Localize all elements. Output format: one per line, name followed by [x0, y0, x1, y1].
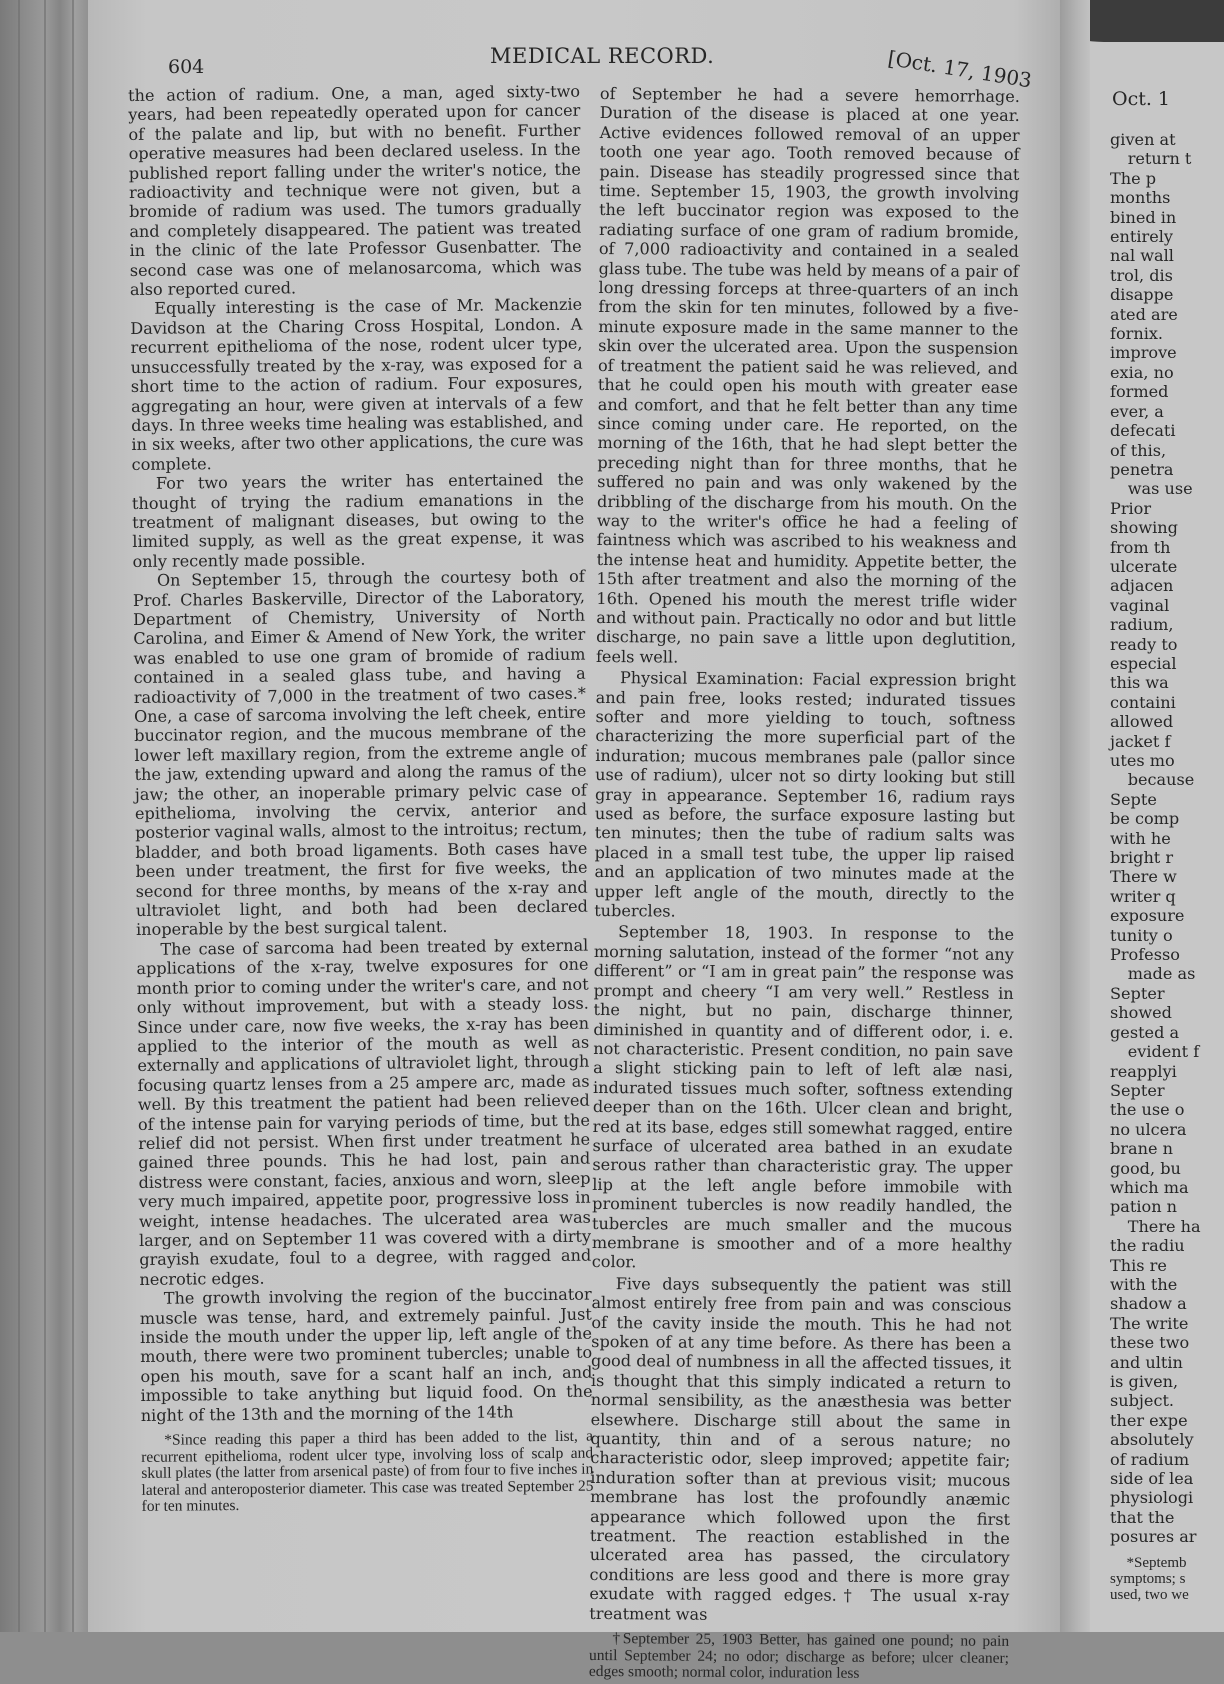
next-page-line: exia, no: [1110, 362, 1174, 382]
next-page-line: Professo: [1110, 945, 1180, 965]
paragraph: Equally interesting is the case of Mr. Mackenzie Davidson at the Charing Cross Hospital, London. A recurrent epithelioma of the nose, rodent ulcer type, unsuccessfully treated by the x-ray, was exposed for a short time to the action of radium. Four exposures, aggregating an hour, were given at intervals of a few days. In three weeks time healing was established, and in six weeks, after two other applications, the cure was complete.: [130, 295, 584, 474]
next-page-line: subject.: [1110, 1391, 1175, 1411]
next-page-line: utes mo: [1110, 751, 1175, 770]
next-page-line: with he: [1110, 828, 1171, 848]
next-page-line: There w: [1110, 867, 1177, 887]
next-page-line: ready to: [1110, 634, 1178, 654]
next-page-line: Septer: [1110, 1080, 1165, 1100]
spacer: [1110, 1547, 1224, 1555]
page-header: [160, 44, 1040, 93]
next-page-line: made as: [1127, 964, 1196, 984]
next-page-line: This re: [1110, 1255, 1167, 1275]
next-page-line: with the: [1110, 1274, 1178, 1294]
issue-date: [Oct. 17, 1903: [886, 46, 1034, 93]
paragraph: On September 15, through the courtesy both of Prof. Charles Baskerville, Director of the Laboratory, Department of Chemistry, University of North Carolina, and Eimer & Amend of New York, the writer was enabled to use one gram of bromide of radium contained in a sealed glass tube, and having a radioactivity of 7,000 in the treatment of two cases.* One, a case of sarcoma involving the left cheek, entire buccinator region, and the mucous membrane of the lower left maxillary region, from the extreme angle of the jaw, extending upward and along the ramus of the jaw; the other, an inoperable primary pelvic case of epithelioma, involving the cervix, anterior and posterior vaginal walls, almost to the introitus; rectum, bladder, and both broad ligaments. Both cases have been under treatment, the first for five weeks, the second for three months, by means of the x-ray and ultraviolet light, and both had been declared inoperable by the best surgical talent.: [132, 566, 588, 940]
next-page-line: the radiu: [1110, 1236, 1185, 1256]
page-edge-line: [44, 0, 46, 1632]
paragraph: of September he had a severe hemorrhage. Duration of the disease is placed at one year. Active evidences followed removal of an upper tooth one year ago. Tooth removed because of pain. Disease has steadily progressed since that time. September 15, 1903, the growth involving the left buccinator region was exposed to the radiating surface of one gram of radium bromide, of 7,000 radioactivity and contained in a sealed glass tube. The tube was held by means of a pair of long dressing forceps at three-quarters of an inch from the skin for ten minutes, followed by a five-minute exposure made in the same manner to the skin over the ulcerated area. Upon the suspension of treatment the patient said he was relieved, and that he could open his mouth with greater ease and comfort, and that he felt better than any time since coming under care. He reported, on the morning of the 16th, that he had slept better the preceding night than for three months, that he suffered no pain and was only wakened by the dribbling of the discharge from his mouth. On the way to the writer's office he had a feeling of faintness which was ascribed to his weakness and the intense heat and humidity. Appetite better, the 15th after treatment and also the morning of the 16th. Opened his mouth the merest trifle wider and without pain. Practically no odor and but little discharge, no pain save a little upon deglutition, feels well.: [595, 84, 1020, 667]
next-page-line: allowed: [1110, 712, 1174, 732]
next-page-line: the use o: [1110, 1100, 1185, 1120]
next-page-line: especial: [1110, 653, 1177, 673]
next-page-line: jacket f: [1110, 731, 1171, 751]
next-page-line: The p: [1110, 168, 1157, 188]
next-page-line: posures ar: [1110, 1527, 1197, 1547]
next-page-line: showed: [1110, 1003, 1172, 1023]
next-page-line: because: [1127, 770, 1195, 790]
next-page-line: no ulcera: [1110, 1119, 1187, 1139]
paragraph: Physical Examination: Facial expression bright and pain free, looks rested; indurated tissues softer and more yielding to touch, softness characterizing the more superficial part of the induration; mucous membranes pale (pallor since use of radium), ulcer not so dirty looking but still gray in appearance. September 16, radium rays used as before, the surface exposure lasting but ten minutes; then the tube of radium salts was placed in a small test tube, the upper lip raised and an application of two minutes made at the upper left angle of the mouth, directly to the tubercles.: [594, 668, 1016, 921]
next-page-line: ever, a: [1110, 401, 1164, 421]
next-page-line: reapplyi: [1110, 1061, 1177, 1081]
next-page-line: absolutely: [1110, 1430, 1194, 1450]
next-page-line: improve: [1110, 343, 1177, 363]
next-page-line: shadow a: [1110, 1294, 1187, 1314]
next-page-column: [1110, 130, 1224, 1603]
next-page-line: fornix.: [1110, 324, 1164, 344]
next-page-line: radium,: [1110, 615, 1174, 635]
next-page-line: physiologi: [1110, 1488, 1194, 1508]
left-column: [128, 82, 594, 1516]
next-page-footnote-line: *Septemb: [1126, 1554, 1187, 1571]
next-page-footnote-line: used, two we: [1110, 1586, 1189, 1603]
next-page-line: Septe: [1110, 789, 1157, 809]
book-page-edges: [0, 0, 100, 1632]
next-page-header: Oct. 1: [1112, 88, 1171, 110]
paragraph: The case of sarcoma had been treated by external applications of the x-ray, twelve exposures for one month prior to coming under the writer's care, and not only without improvement, but with a steady loss. Since under care, now five weeks, the x-ray has been applied to the interior of the mouth as well as externally and applications of ultraviolet light, through focusing quartz lenses from a 25 ampere arc, made as well. By this treatment the patient had been relieved of the intense pain for varying periods of time, but the relief did not persist. When first under treatment he gained three pounds. This he had lost, pain and distress were constant, facies, anxious and worn, sleep very much impaired, appetite poor, progressive loss in weight, intense headaches. The ulcerated area was larger, and on September 11 was covered with a dirty grayish exudate, foul to a degree, with ragged and necrotic edges.: [136, 935, 592, 1289]
next-page-line: side of lea: [1110, 1469, 1194, 1489]
next-page-line: of radium: [1110, 1449, 1190, 1469]
footnote: †September 25, 1903 Better, has gained one pound; no pain until September 24; no odor; discharge as before; ulcer cleaner; edges smooth; normal color, induration less: [588, 1630, 1010, 1682]
next-page-line: ated are: [1110, 304, 1178, 324]
next-page-line: vaginal: [1110, 595, 1170, 615]
next-page-line: entirely: [1110, 227, 1173, 247]
next-page-line: nal wall: [1110, 246, 1174, 266]
page-corner-shadow: [1080, 0, 1224, 42]
next-page-line: evident f: [1127, 1042, 1200, 1062]
right-column: [589, 84, 1020, 1683]
next-page-line: good, bu: [1110, 1158, 1181, 1178]
next-page-line: formed: [1110, 382, 1169, 402]
next-page-line: adjacen: [1110, 576, 1174, 596]
next-page-line: defecati: [1110, 421, 1176, 441]
running-title: MEDICAL RECORD.: [490, 44, 715, 68]
next-page-line: which ma: [1110, 1177, 1189, 1197]
next-page-line: Septer: [1110, 983, 1165, 1003]
next-page-line: was use: [1127, 479, 1193, 499]
next-page-line: return t: [1127, 149, 1192, 169]
next-page-line: months: [1110, 188, 1171, 208]
next-page-line: The write: [1110, 1313, 1189, 1333]
next-page-line: from th: [1110, 537, 1171, 557]
paragraph: For two years the writer has entertained the thought of trying the radium emanations in the treatment of malignant diseases, but owing to the limited supply, as well as the great expense, it was only recently made possible.: [131, 469, 585, 571]
next-page-footnote-line: symptoms; s: [1110, 1570, 1186, 1587]
next-page-line: ulcerate: [1110, 556, 1178, 576]
footnote: *Since reading this paper a third has been added to the list, a recurrent epithelioma, rodent ulcer type, involving loss of scalp and skull plates (the latter from arsenical paste) of from four to five inches in lateral and anteroposterior diameter. This case was treated September 25 for ten minutes.: [141, 1427, 594, 1515]
page-number: 604: [168, 56, 205, 78]
next-page-line: exposure: [1110, 906, 1185, 926]
next-page-line: these two: [1110, 1333, 1190, 1353]
paragraph: The growth involving the region of the buccinator muscle was tense, hard, and extremely painful. Just inside the mouth under the upper lip, left angle of the mouth, there were two prominent tubercles; unable to open his mouth, save for a scant half an inch, and impossible to take anything but liquid food. On the night of the 13th and the morning of the 14th: [139, 1284, 593, 1425]
next-page-line: disappe: [1110, 285, 1174, 305]
next-page-line: penetra: [1110, 459, 1174, 479]
next-page-line: and ultin: [1110, 1352, 1183, 1372]
next-page-line: There ha: [1127, 1216, 1201, 1236]
book-gutter: [1060, 0, 1090, 1632]
next-page-line: showing: [1110, 518, 1178, 538]
next-page-line: bright r: [1110, 848, 1174, 868]
next-page-line: is given,: [1110, 1372, 1179, 1391]
next-page-line: of this,: [1110, 440, 1167, 460]
next-page-line: ther expe: [1110, 1410, 1188, 1430]
next-page-line: pation n: [1110, 1197, 1178, 1217]
next-page-line: tunity o: [1110, 925, 1173, 945]
next-page-line: containi: [1110, 692, 1176, 712]
paragraph: September 18, 1903. In response to the morning salutation, instead of the former “not any different” or “I am in great pain” the response was prompt and cheery “I am very well.” Restless in the night, but no pain, discharge thinner, diminished in quantity and of different odor, i. e. not characteristic. Present condition, no pain save a slight sticking pain to left of left alæ nasi, indurated tissues much softer, softness extending deeper than on the 16th. Ulcer clean and bright, red at its base, edges still somewhat ragged, entire surface of ulcerated area bathed in an exudate serous rather than characteristic gray. The upper lip at the left angle before immobile with prominent tubercles is now readily handled, the tubercles are much smaller and the mucous membrane is smoother and of a more healthy color.: [591, 922, 1015, 1272]
paragraph: Five days subsequently the patient was still almost entirely free from pain and was conscious of the cavity inside the mouth. This he had not spoken of at any time before. As there has been a good deal of numbness in all the affected tissues, it is thought that this simply indicated a return to normal sensibility, as the anæsthesia was better elsewhere. Discharge still about the same in quantity, thin and of a serous nature; no characteristic odor, sleep improved; appetite fair; induration softer than at previous visit; mucous membrane has lost the profoundly anæmic appearance which followed upon the first treatment. The reaction established in the ulcerated area has passed, the circulatory conditions are less good and there is more gray exudate with ragged edges.† The usual x-ray treatment was: [589, 1273, 1012, 1624]
next-page-line: given at: [1110, 130, 1176, 149]
page-edge-line: [18, 0, 20, 1632]
next-page-line: that the: [1110, 1507, 1175, 1527]
next-page-line: trol, dis: [1110, 265, 1173, 285]
page-edge-line: [72, 0, 74, 1632]
next-page-line: bined in: [1110, 207, 1177, 227]
paragraph: the action of radium. One, a man, aged sixty-two years, had been repeatedly operated upon for cancer of the palate and lip, but with no benefit. Further operative measures had been declared useless. In the published report falling under the writer's notice, the radioactivity and technique were not given, but a bromide of radium was used. The tumors gradually and completely disappeared. The patient was treated in the clinic of the late Professor Gusenbatter. The second case was one of melanosarcoma, which was also reported cured.: [128, 81, 582, 300]
next-page-line: Prior: [1110, 498, 1152, 518]
next-page-line: be comp: [1110, 809, 1180, 829]
next-page-line: this wa: [1110, 673, 1169, 693]
next-page-line: writer q: [1110, 886, 1176, 906]
next-page-line: brane n: [1110, 1139, 1173, 1159]
next-page-line: gested a: [1110, 1022, 1180, 1042]
